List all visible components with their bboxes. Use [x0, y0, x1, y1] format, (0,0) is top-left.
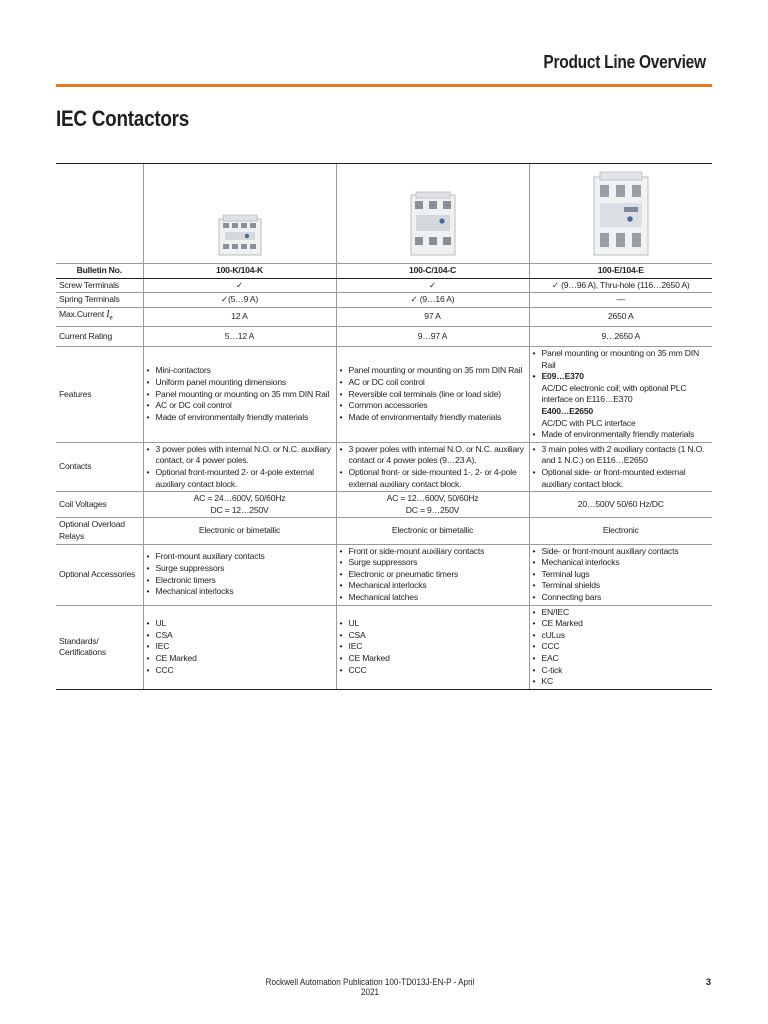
image-row — [56, 164, 712, 264]
row-label: Screw Terminals — [56, 278, 143, 293]
table-cell — [143, 347, 336, 443]
accessories-row — [56, 544, 712, 605]
list-item: • UL — [340, 618, 526, 630]
list-item: • Made of environmentally friendly materials — [340, 412, 526, 424]
table-cell: ✓(5…9 A) — [143, 293, 336, 308]
list-item: • CSA — [340, 630, 526, 642]
current-symbol: I — [106, 308, 110, 320]
list-item: • Terminal shields — [533, 580, 710, 592]
list-item: • Mechanical latches — [340, 592, 526, 604]
list-item-detail: AC/DC with PLC interface — [541, 417, 636, 428]
standards-list — [340, 618, 526, 676]
feature-list — [147, 365, 333, 423]
list-item: • Panel mounting or mounting on 35 mm DIN Rail — [340, 365, 526, 377]
list-item: • Surge suppressors — [147, 563, 333, 575]
row-label: Contacts — [56, 442, 143, 491]
row-label: Optional Accessories — [56, 544, 143, 605]
standards-list — [147, 618, 333, 676]
list-item: • Terminal lugs — [533, 569, 710, 581]
table-cell: 97 A — [336, 307, 529, 326]
list-item: • Uniform panel mounting dimensions — [147, 377, 333, 389]
table-cell: ✓ — [336, 278, 529, 293]
list-item: • Made of environmentally friendly materials — [533, 429, 710, 441]
table-cell — [529, 442, 712, 491]
table-cell: Electronic or bimetallic — [143, 518, 336, 544]
table-cell — [143, 492, 336, 518]
table-cell: 9…2650 A — [529, 327, 712, 347]
accessory-list — [147, 551, 333, 597]
table-cell: 20…500V 50/60 Hz/DC — [529, 492, 712, 518]
page-number: 3 — [705, 977, 711, 987]
max-current-label: Max.Current — [59, 308, 107, 319]
contactor-medium-icon — [408, 191, 458, 257]
list-item: • Surge suppressors — [340, 557, 526, 569]
contact-list — [147, 444, 333, 490]
row-label: Standards/ Certifications — [56, 605, 143, 689]
accessory-list — [340, 546, 526, 604]
table-cell — [336, 347, 529, 443]
coil-dc-value: DC = 9…250V — [405, 504, 460, 515]
list-item: • CE Marked — [533, 618, 710, 630]
row-label — [56, 307, 143, 326]
list-item-detail: AC/DC electronic coil; with optional PLC interface on E116…E370 — [541, 382, 687, 405]
contactor-comparison-table — [56, 163, 712, 690]
list-item: • Optional front- or side-mounted 1-, 2- or 4-pole external auxiliary contact block. — [340, 467, 526, 490]
list-item: • CCC — [340, 665, 526, 677]
current-rating-row — [56, 327, 712, 347]
list-item: • Mechanical interlocks — [533, 557, 710, 569]
feature-list — [533, 348, 710, 441]
row-label: Features — [56, 347, 143, 443]
list-item: • Panel mounting or mounting on 35 mm DIN Rail — [533, 348, 710, 371]
list-item-detail: E400…E2650 — [541, 406, 594, 417]
list-item: • IEC — [147, 641, 333, 653]
accessory-list — [533, 546, 710, 604]
table-cell: 12 A — [143, 307, 336, 326]
list-item: • Electronic or pneumatic timers — [340, 569, 526, 581]
list-item: • Mini-contactors — [147, 365, 333, 377]
table-cell — [336, 544, 529, 605]
feature-list — [340, 365, 526, 423]
coil-dc-value: DC = 12…250V — [210, 504, 269, 515]
product-image-100k — [143, 164, 336, 264]
table-cell — [529, 605, 712, 689]
row-label: Optional Overload Relays — [56, 518, 143, 544]
list-item: • EAC — [533, 653, 710, 665]
list-item: • Common accessories — [340, 400, 526, 412]
list-item: • 3 power poles with internal N.O. or N.C. auxiliary contact or 4 power poles (9…23 A). — [340, 444, 526, 467]
table-cell: ✓ (9…16 A) — [336, 293, 529, 308]
row-label: Current Rating — [56, 327, 143, 347]
overload-relays-row — [56, 518, 712, 544]
table-cell: Electronic — [529, 518, 712, 544]
header-title: Product Line Overview — [543, 52, 706, 72]
standards-list — [533, 607, 710, 688]
list-item: • Panel mounting or mounting on 35 mm DIN Rail — [147, 389, 333, 401]
contact-list — [533, 444, 710, 490]
row-label: Spring Terminals — [56, 293, 143, 308]
table-cell: ✓ — [143, 278, 336, 293]
row-label: Coil Voltages — [56, 492, 143, 518]
max-current-row — [56, 307, 712, 326]
bulletin-100e: 100-E/104-E — [529, 264, 712, 279]
header-divider — [56, 84, 712, 87]
coil-voltages-row — [56, 492, 712, 518]
list-item: • Front-mount auxiliary contacts — [147, 551, 333, 563]
table-cell — [336, 492, 529, 518]
table-cell — [143, 605, 336, 689]
contact-list — [340, 444, 526, 490]
list-item: • CSA — [147, 630, 333, 642]
table-cell: 2650 A — [529, 307, 712, 326]
list-item: • Mechanical interlocks — [147, 586, 333, 598]
table-cell: 5…12 A — [143, 327, 336, 347]
list-item: • EN/IEC — [533, 607, 710, 619]
list-item: • KC — [533, 676, 710, 688]
list-item: • Mechanical interlocks — [340, 580, 526, 592]
table-cell: Electronic or bimetallic — [336, 518, 529, 544]
list-item: • AC or DC coil control — [147, 400, 333, 412]
product-image-100e — [529, 164, 712, 264]
list-item: • 3 main poles with 2 auxiliary contacts (1 N.O. and 1 N.C.) on E116…E2650 — [533, 444, 710, 467]
empty-label-cell — [56, 164, 143, 264]
list-item: • Electronic timers — [147, 575, 333, 587]
list-item: • Made of environmentally friendly materials — [147, 412, 333, 424]
bulletin-label: Bulletin No. — [56, 264, 143, 279]
bulletin-row — [56, 264, 712, 279]
current-subscript: e — [109, 315, 113, 322]
list-item: • Optional front-mounted 2- or 4-pole external auxiliary contact block. — [147, 467, 333, 490]
list-item: • UL — [147, 618, 333, 630]
table-cell — [143, 442, 336, 491]
list-item: • IEC — [340, 641, 526, 653]
table-cell — [529, 347, 712, 443]
product-image-100c — [336, 164, 529, 264]
list-item: • Front or side-mount auxiliary contacts — [340, 546, 526, 558]
list-item: • CCC — [533, 641, 710, 653]
list-item: • Optional side- or front-mounted external auxiliary contact block. — [533, 467, 710, 490]
screw-terminals-row — [56, 278, 712, 293]
publication-info: Rockwell Automation Publication 100-TD013J-EN-P - April 2021 — [265, 977, 475, 997]
contacts-row — [56, 442, 712, 491]
list-item: • 3 power poles with internal N.O. or N.C. auxiliary contact, or 4 power poles. — [147, 444, 333, 467]
table-cell: 9…97 A — [336, 327, 529, 347]
table-cell: — — [529, 293, 712, 308]
list-item: • Reversible coil terminals (line or load side) — [340, 389, 526, 401]
contactor-large-icon — [590, 171, 652, 257]
page-title: IEC Contactors — [56, 106, 190, 131]
list-item: • CCC — [147, 665, 333, 677]
table-cell — [336, 605, 529, 689]
contactor-small-icon — [217, 213, 263, 257]
coil-ac-value: AC = 24…600V, 50/60Hz — [193, 493, 286, 504]
table-cell — [529, 544, 712, 605]
table-cell: ✓ (9…96 A), Thru-hole (116…2650 A) — [529, 278, 712, 293]
list-item: • C-tick — [533, 665, 710, 677]
spring-terminals-row — [56, 293, 712, 308]
list-item: • E09…E370 — [533, 371, 710, 383]
list-item: • CE Marked — [340, 653, 526, 665]
bulletin-100c: 100-C/104-C — [336, 264, 529, 279]
table-cell — [336, 442, 529, 491]
list-item: • Side- or front-mount auxiliary contacts — [533, 546, 710, 558]
list-item: • Connecting bars — [533, 592, 710, 604]
list-item: • CE Marked — [147, 653, 333, 665]
coil-ac-value: AC = 12…600V, 50/60Hz — [386, 493, 479, 504]
list-item: • cULus — [533, 630, 710, 642]
features-row — [56, 347, 712, 443]
standards-row — [56, 605, 712, 689]
table-cell — [143, 544, 336, 605]
bulletin-100k: 100-K/104-K — [143, 264, 336, 279]
list-item: • AC or DC coil control — [340, 377, 526, 389]
